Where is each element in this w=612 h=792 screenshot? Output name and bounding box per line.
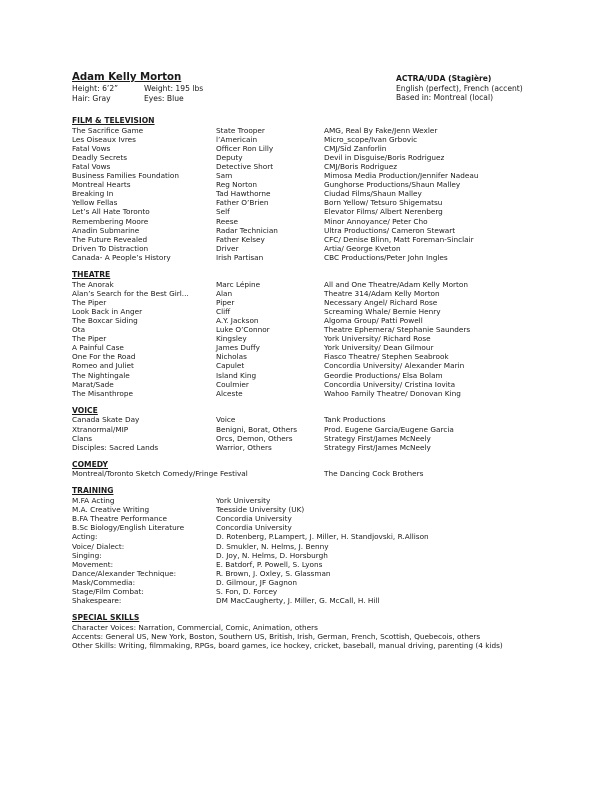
section-title: COMEDY <box>72 459 109 469</box>
section-title: VOICE <box>72 405 98 415</box>
training-item: M.A. Creative Writing <box>72 505 150 515</box>
training-detail: D. Gilmour, JF Gagnon <box>216 577 297 587</box>
credit-row <box>72 180 542 189</box>
theatre-section <box>72 270 542 398</box>
credit-role: Piper <box>216 297 235 307</box>
credit-role: Driver <box>216 243 239 253</box>
credit-row <box>72 144 542 153</box>
credit-company: Concordia University/ Cristina Iovita <box>324 379 456 389</box>
credit-company: Concordia University/ Alexander Marin <box>324 361 465 371</box>
credit-list <box>72 280 542 398</box>
section-title: SPECIAL SKILLS <box>72 613 140 623</box>
section-title: THEATRE <box>72 270 111 279</box>
credit-title: The Sacrifice Game <box>72 125 144 135</box>
comedy-section <box>72 460 542 479</box>
credit-role: Benigni, Borat, Others <box>216 424 298 434</box>
credit-row <box>72 298 542 307</box>
credit-role: l’Americain <box>216 134 258 144</box>
credit-company: Fiasco Theatre/ Stephen Seabrook <box>324 352 449 362</box>
credit-list <box>72 415 542 451</box>
credit-row <box>72 415 542 424</box>
training-detail: D. Smukler, N. Helms, J. Benny <box>216 541 329 551</box>
credit-role: Alan <box>216 288 233 298</box>
training-item: Shakespeare: <box>72 596 122 606</box>
section-title: FILM & TELEVISION <box>72 116 155 125</box>
credit-title: Yellow Fellas <box>72 198 118 208</box>
credit-role: Self <box>216 207 230 217</box>
credit-role: Cliff <box>216 306 231 316</box>
credit-role: Officer Ron Lilly <box>216 143 274 153</box>
credit-role: Island King <box>216 370 257 380</box>
credit-row <box>72 307 542 316</box>
credit-row <box>72 253 542 262</box>
resume-page <box>72 72 542 651</box>
training-detail: Concordia University <box>216 514 292 524</box>
credit-company: Screaming Whale/ Bernie Henry <box>324 306 441 316</box>
credit-company: All and One Theatre/Adam Kelly Morton <box>324 279 468 289</box>
credit-row <box>72 153 542 162</box>
training-detail: R. Brown, J. Oxley, S. Glassman <box>216 568 331 578</box>
training-item: B.Sc Biology/English Literature <box>72 523 185 533</box>
credit-title: The Piper <box>72 297 107 307</box>
training-row <box>72 496 542 505</box>
credit-title: Montreal Hearts <box>72 180 131 190</box>
credit-row <box>72 126 542 135</box>
skill-line: Other Skills: Writing, filmmaking, RPGs, board games, ice hockey, cricket, baseball, manual driving, parenting (4 kids) <box>72 641 503 651</box>
credit-company: Wahoo Family Theatre/ Donovan King <box>324 388 461 398</box>
training-row <box>72 560 542 569</box>
credit-row <box>72 235 542 244</box>
based-location: Based in: Montreal (local) <box>396 93 494 103</box>
special-skills-section <box>72 613 542 650</box>
credit-title: Deadly Secrets <box>72 152 128 162</box>
credit-company: Theatre 314/Adam Kelly Morton <box>324 288 440 298</box>
training-item: Dance/Alexander Technique: <box>72 568 177 578</box>
credit-title: Driven To Distraction <box>72 243 149 253</box>
weight-stat: Weight: 195 lbs <box>144 84 204 93</box>
credit-title: A Painful Case <box>72 343 124 353</box>
credit-role: Deputy <box>216 152 243 162</box>
credit-role: Warrior, Others <box>216 442 272 452</box>
section-title: TRAINING <box>72 486 114 496</box>
credit-row <box>72 316 542 325</box>
credit-row <box>72 389 542 398</box>
credit-role: Marc Lépine <box>216 279 261 289</box>
training-row <box>72 596 542 605</box>
credit-row <box>72 380 542 389</box>
credit-role: Orcs, Demon, Others <box>216 433 293 443</box>
credit-company: Strategy First/James McNeely <box>324 442 431 452</box>
credit-company: CMJ/Sid Zanforlin <box>324 143 387 153</box>
credit-company: Mimosa Media Production/Jennifer Nadeau <box>324 171 479 181</box>
credit-role: Voice <box>216 415 236 425</box>
credit-role: Father Kelsey <box>216 234 265 244</box>
credit-row <box>72 135 542 144</box>
credit-list <box>72 126 542 262</box>
training-row <box>72 578 542 587</box>
credit-company: Micro_scope/Ivan Grbovic <box>324 134 418 144</box>
credit-company: Artia/ George Kveton <box>324 243 401 253</box>
credit-role: Kingsley <box>216 334 247 344</box>
training-item: Voice/ Dialect: <box>72 541 125 551</box>
training-row <box>72 514 542 523</box>
credit-role: Radar Technician <box>216 225 278 235</box>
credit-title: Fatal Vows <box>72 161 111 171</box>
credit-role: Alceste <box>216 388 243 398</box>
credit-title: Anadin Submarine <box>72 225 140 235</box>
training-list <box>72 496 542 605</box>
height-stat: Height: 6’2” <box>72 84 119 93</box>
training-row <box>72 505 542 514</box>
training-item: M.FA Acting <box>72 496 115 506</box>
training-detail: Concordia University <box>216 523 292 533</box>
credit-role: State Trooper <box>216 125 265 135</box>
credit-company: The Dancing Cock Brothers <box>324 469 424 479</box>
hair-eyes-line <box>72 94 203 104</box>
credit-row <box>72 343 542 352</box>
credit-role: Detective Short <box>216 161 274 171</box>
credit-title: Canada Skate Day <box>72 415 140 425</box>
credit-row <box>72 244 542 253</box>
credit-company: CBC Productions/Peter John Ingles <box>324 252 448 262</box>
credit-row <box>72 334 542 343</box>
header-right <box>396 74 523 103</box>
credit-row <box>72 361 542 370</box>
credit-title: Canada- A People’s History <box>72 252 171 262</box>
credit-company: Born Yellow/ Tetsuro Shigematsu <box>324 198 443 208</box>
header-left <box>72 72 203 103</box>
training-item: Acting: <box>72 532 98 542</box>
training-item: Mask/Commedia: <box>72 577 136 587</box>
credit-company: Strategy First/James McNeely <box>324 433 431 443</box>
credit-company: York University/ Dean Gilmour <box>324 343 434 353</box>
credit-role: James Duffy <box>216 343 260 353</box>
credit-role: Tad Hawthorne <box>216 189 271 199</box>
training-item: Movement: <box>72 559 114 569</box>
credit-role: A.Y. Jackson <box>216 315 259 325</box>
credit-company: Necessary Angel/ Richard Rose <box>324 297 438 307</box>
skill-line: Accents: General US, New York, Boston, Southern US, British, Irish, German, French, Scottish, Quebecois, others <box>72 632 481 642</box>
credit-title: Look Back in Anger <box>72 306 143 316</box>
credit-company: CFC/ Denise Blinn, Matt Foreman-Sinclair <box>324 234 474 244</box>
training-row <box>72 551 542 560</box>
training-detail: Teesside University (UK) <box>216 505 305 515</box>
credit-role: Capulet <box>216 361 245 371</box>
credit-company: Ultra Productions/ Cameron Stewart <box>324 225 456 235</box>
credit-company: Minor Annoyance/ Peter Cho <box>324 216 428 226</box>
credit-title: The Nightingale <box>72 370 130 380</box>
credit-role: Luke O’Connor <box>216 325 270 335</box>
credit-role: Nicholas <box>216 352 247 362</box>
credit-title: Disciples: Sacred Lands <box>72 442 159 452</box>
credit-row <box>72 171 542 180</box>
credit-title: Clans <box>72 433 93 443</box>
credit-title: Romeo and Juliet <box>72 361 134 371</box>
credit-row <box>72 162 542 171</box>
credit-company: Gunghorse Productions/Shaun Malley <box>324 180 461 190</box>
training-detail: D. Rotenberg, P.Lampert, J. Miller, H. Standjovski, R.Allison <box>216 532 429 542</box>
credit-title: Fatal Vows <box>72 143 111 153</box>
credit-title: The Anorak <box>72 279 114 289</box>
credit-title: Business Families Foundation <box>72 171 180 181</box>
credit-title: Ota <box>72 325 86 335</box>
training-detail: E. Batdorf, P. Powell, S. Lyons <box>216 559 323 569</box>
training-row <box>72 532 542 541</box>
credit-role: Reese <box>216 216 239 226</box>
credit-row <box>72 226 542 235</box>
credit-title: Let’s All Hate Toronto <box>72 207 150 217</box>
training-item: Stage/Film Combat: <box>72 587 144 596</box>
training-item: Singing: <box>72 550 102 560</box>
languages: English (perfect), French (accent) <box>396 83 523 93</box>
credit-row <box>72 325 542 334</box>
credit-list <box>72 469 542 478</box>
credit-title: The Misanthrope <box>72 388 134 398</box>
credit-company: AMG, Real By Fake/Jenn Wexler <box>324 125 438 135</box>
credit-role: Sam <box>216 171 233 181</box>
credit-title: Alan’s Search for the Best Girl... <box>72 288 189 298</box>
credit-title: Xtranormal/MIP <box>72 424 129 434</box>
credit-company: Prod. Eugene Garcia/Eugene Garcia <box>324 424 454 434</box>
credit-title: The Boxcar Siding <box>72 315 138 325</box>
credit-title: Les Oiseaux Ivres <box>72 134 136 144</box>
credit-row <box>72 469 542 478</box>
credit-row <box>72 217 542 226</box>
film-television-section <box>72 116 542 262</box>
height-weight-line <box>72 84 203 94</box>
credit-title: The Piper <box>72 334 107 344</box>
hair-stat: Hair: Gray <box>72 93 111 103</box>
actor-name: Adam Kelly Morton <box>72 72 182 83</box>
training-row <box>72 542 542 551</box>
credit-role: Coulmier <box>216 379 249 389</box>
training-detail: York University <box>216 496 271 506</box>
voice-section <box>72 406 542 452</box>
training-item: B.FA Theatre Performance <box>72 514 167 524</box>
credit-company: CMJ/Boris Rodriguez <box>324 161 398 171</box>
credit-title: The Future Revealed <box>72 234 148 244</box>
training-detail: DM MacCaugherty, J. Miller, G. McCall, H. Hill <box>216 596 380 606</box>
credit-row <box>72 289 542 298</box>
training-row <box>72 569 542 578</box>
credit-company: York University/ Richard Rose <box>324 334 431 344</box>
credit-company: Ciudad Films/Shaun Malley <box>324 189 422 199</box>
credit-row <box>72 352 542 361</box>
credit-row <box>72 434 542 443</box>
training-section <box>72 486 542 605</box>
credit-role: Irish Partisan <box>216 252 264 262</box>
credit-company: Tank Productions <box>324 415 386 425</box>
credit-title: Remembering Moore <box>72 216 149 226</box>
credit-row <box>72 280 542 289</box>
credit-row <box>72 425 542 434</box>
training-row <box>72 523 542 532</box>
credit-row <box>72 443 542 452</box>
credit-role: Father O’Brien <box>216 198 269 208</box>
credit-role: Reg Norton <box>216 180 258 190</box>
credit-row <box>72 207 542 216</box>
skill-line: Character Voices: Narration, Commercial, Comic, Animation, others <box>72 622 318 632</box>
credit-company: Devil in Disguise/Boris Rodriguez <box>324 152 445 162</box>
credit-company: Elevator Films/ Albert Nerenberg <box>324 207 443 217</box>
credit-row <box>72 189 542 198</box>
union-status: ACTRA/UDA (Stagière) <box>396 74 492 83</box>
training-detail: S. Fon, D. Forcey <box>216 587 278 596</box>
resume-header <box>72 72 542 108</box>
credit-row <box>72 371 542 380</box>
credit-title: Montreal/Toronto Sketch Comedy/Fringe Festival <box>72 469 248 479</box>
credit-title: One For the Road <box>72 352 136 362</box>
credit-company: Theatre Ephemera/ Stephanie Saunders <box>324 325 471 335</box>
training-row <box>72 587 542 596</box>
credit-title: Marat/Sade <box>72 379 114 389</box>
training-detail: D. Joy, N. Helms, D. Horsburgh <box>216 550 328 560</box>
credit-company: Algoma Group/ Patti Powell <box>324 315 423 325</box>
credit-title: Breaking In <box>72 189 114 199</box>
credit-company: Geordie Productions/ Elsa Bolam <box>324 370 443 380</box>
eyes-stat: Eyes: Blue <box>144 93 184 103</box>
credit-row <box>72 198 542 207</box>
